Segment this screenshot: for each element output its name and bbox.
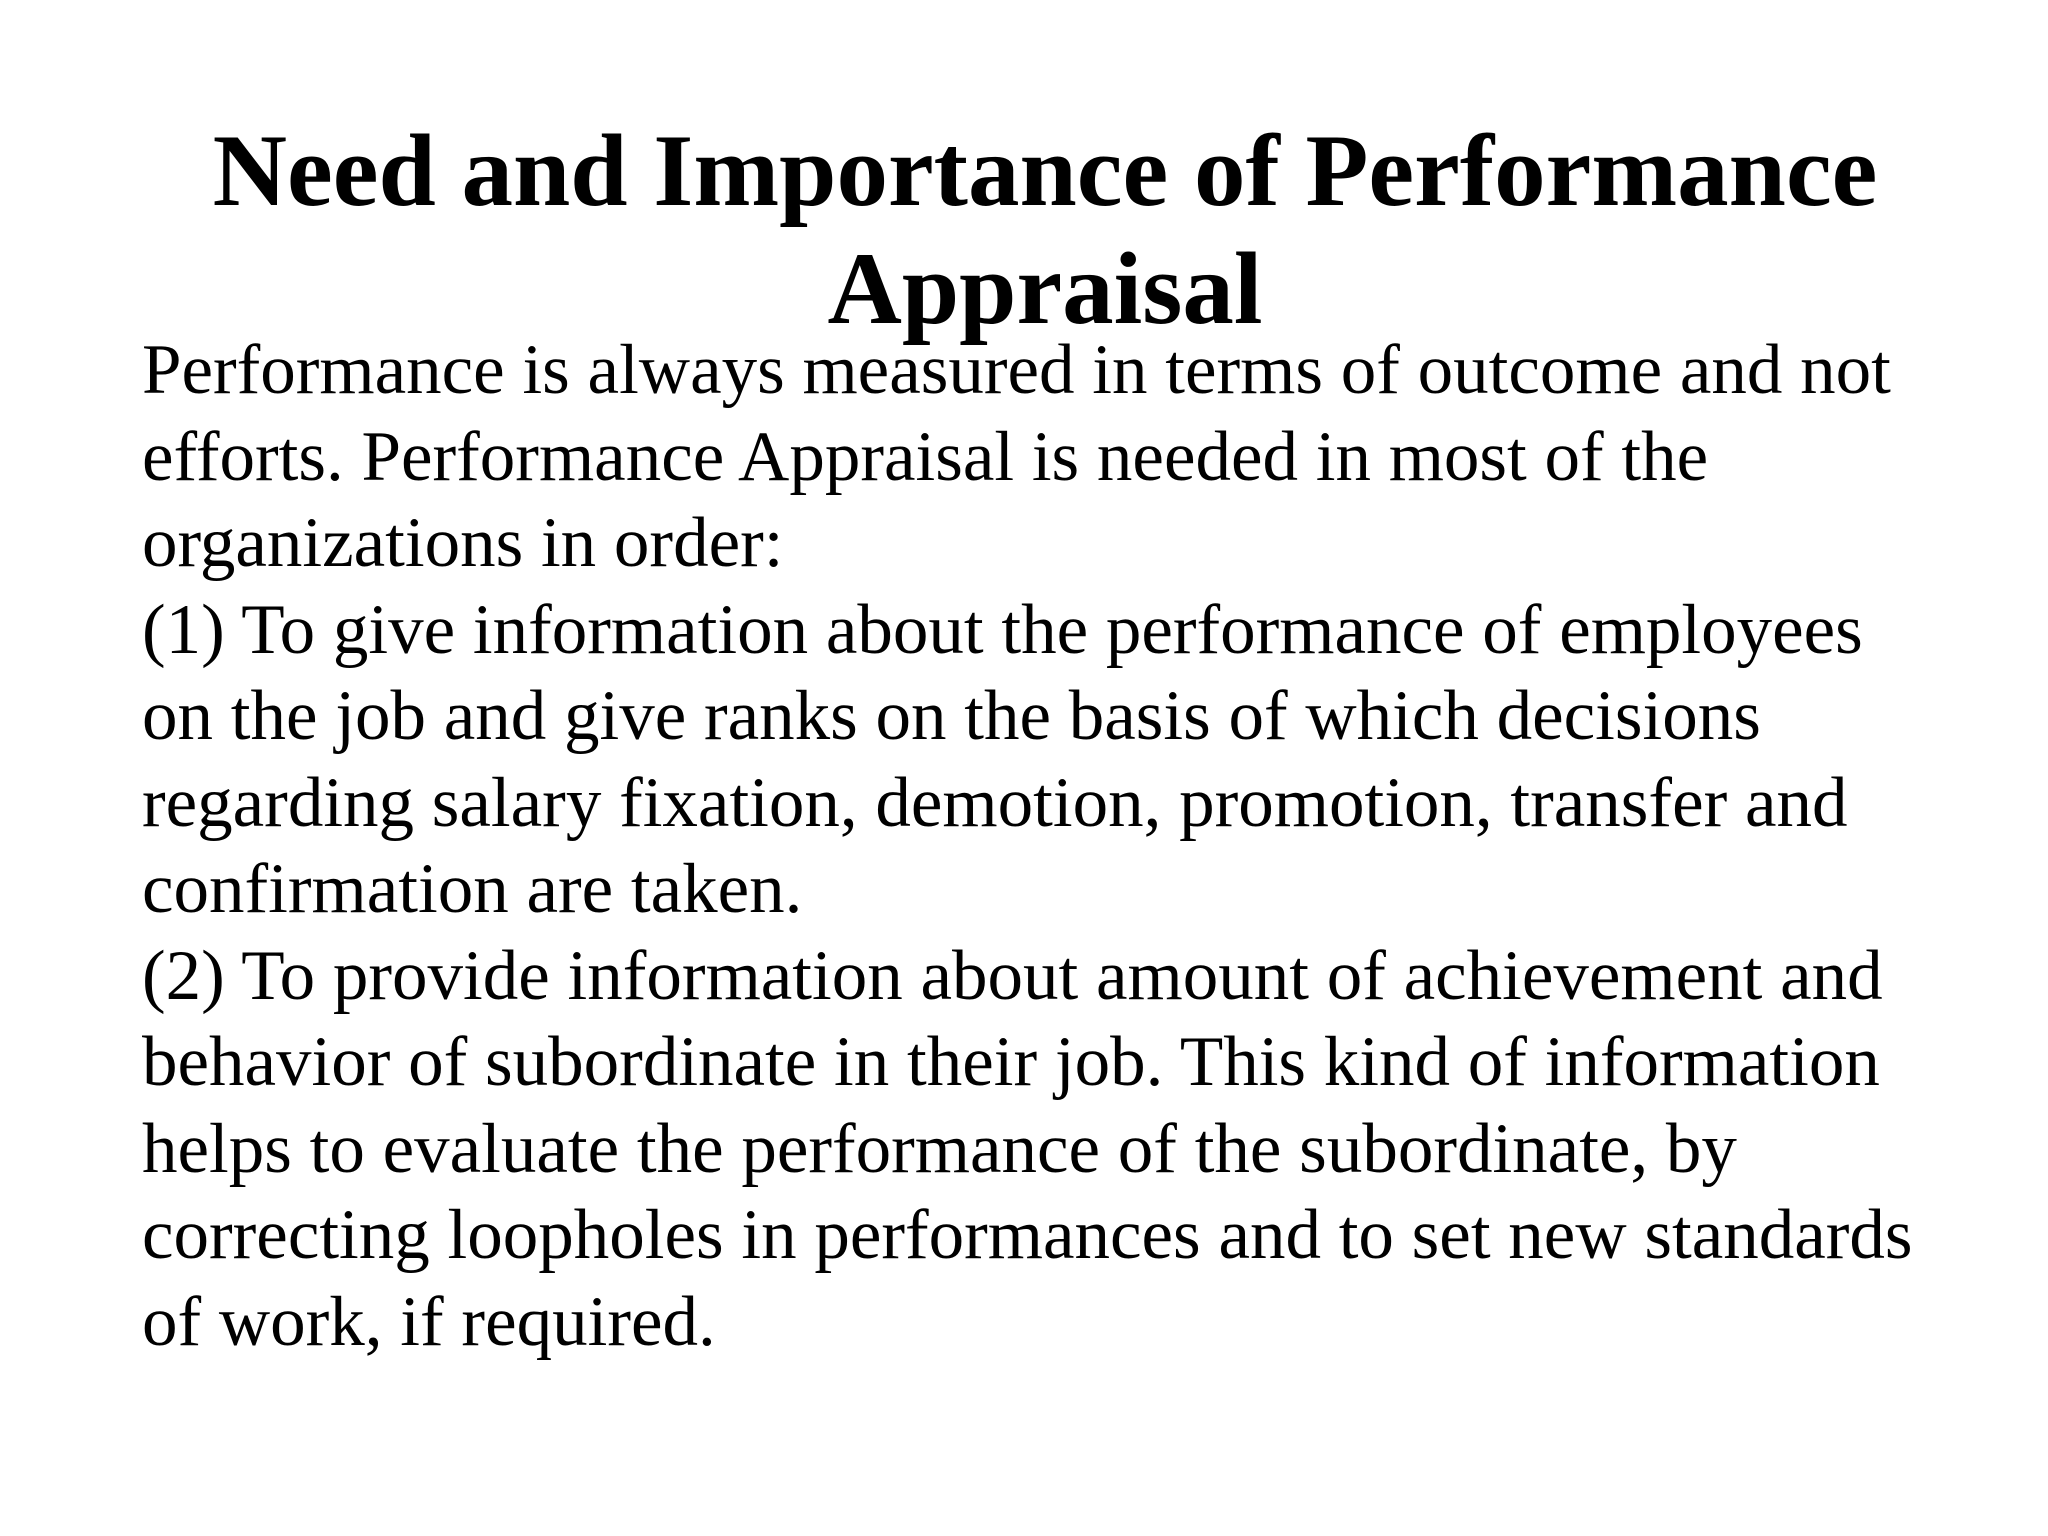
body-line-point2-4: correcting loopholes in performances and to set new standards xyxy=(142,1196,1913,1274)
slide-title xyxy=(0,112,2048,348)
body-line-point2-2: behavior of subordinate in their job. This kind of information xyxy=(142,1023,1880,1101)
title-line-2: Appraisal xyxy=(827,232,1263,346)
title-line-1: Need and Importance of Performance xyxy=(212,114,1878,228)
body-line-intro-3: organizations in order: xyxy=(142,504,784,582)
body-line-point1-1: (1) To give information about the performance of employees xyxy=(142,590,1863,669)
body-line-point2-5: of work, if required. xyxy=(142,1282,716,1361)
body-line-point1-2: on the job and give ranks on the basis of which decisions xyxy=(142,677,1761,755)
body-line-point1-3: regarding salary fixation, demotion, promotion, transfer and xyxy=(142,763,1848,842)
body-line-intro-1: Performance is always measured in terms of outcome and not xyxy=(142,331,1891,409)
slide-body-text xyxy=(142,327,2022,1365)
body-line-point1-4: confirmation are taken. xyxy=(142,850,803,928)
body-line-point2-3: helps to evaluate the performance of the subordinate, by xyxy=(142,1109,1737,1188)
body-line-intro-2: efforts. Performance Appraisal is needed in most of the xyxy=(142,417,1709,496)
body-line-point2-1: (2) To provide information about amount of achievement and xyxy=(142,936,1883,1015)
